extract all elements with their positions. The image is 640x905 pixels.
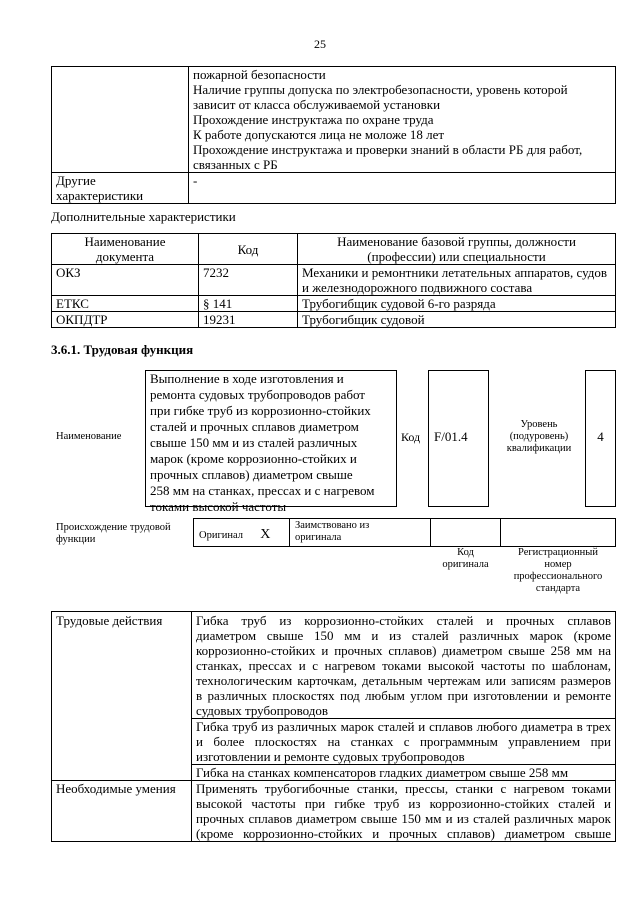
- header-group-name: Наименование базовой группы, должности (профессии) или специальности: [298, 234, 616, 265]
- original-mark: X: [260, 527, 271, 542]
- name-cell: Трубогибщик судовой 6-го разряда: [298, 296, 616, 312]
- origin-reg-box: [500, 518, 616, 547]
- skills-label: Необходимые умения: [52, 781, 192, 842]
- line: связанных с РБ: [193, 157, 278, 172]
- name-label: Наименование: [56, 431, 122, 442]
- table-row: [52, 612, 616, 719]
- doc-cell: ОКЗ: [52, 265, 199, 296]
- reg-caption: Регистрационный номер профессионального стандарта: [513, 547, 603, 594]
- additional-title: Дополнительные характеристики: [51, 209, 236, 224]
- level-label: Уровень (подуровень) квалификации: [506, 419, 572, 454]
- page-number: 25: [314, 37, 326, 51]
- header-document: Наименование документа: [52, 234, 199, 265]
- top-table: [51, 66, 616, 204]
- code-cell: 19231: [199, 312, 298, 328]
- code-cell: § 141: [199, 296, 298, 312]
- table-row: [52, 173, 616, 204]
- table-row: [52, 67, 616, 173]
- doc-cell: ЕТКС: [52, 296, 199, 312]
- table-row: [52, 296, 616, 312]
- origin-label: Происхождение трудовой функции: [56, 522, 171, 545]
- action-item: Гибка труб из различных марок сталей и сплавов любого диаметра в трех и более плоскостях на станках с программным управлением при изготовлении и ремонте судовых трубопроводов: [192, 719, 616, 765]
- action-item: Гибка труб из коррозионно-стойких сталей и прочных сплавов диаметром свыше 150 мм и из сталей различных марок (кроме коррозионно-стойких и прочных сплавов) диаметром свыше 258 мм на станках, прессах и с нагревом токами высокой частоты по шаблонам, технологическим карточкам, детальным чертежам или записям размеров в различных плоскостях под любым углом при изготовлении и ремонте судовых трубопроводов: [192, 612, 616, 719]
- line: Прохождение инструктажа по охране труда: [193, 112, 434, 127]
- line: зависит от класса обслуживаемой установки: [193, 97, 441, 112]
- origin-original-box: [193, 518, 290, 547]
- header-code: Код: [199, 234, 298, 265]
- row-label-empty: [52, 67, 189, 173]
- action-item: Гибка на станках компенсаторов гладких диаметром свыше 258 мм: [192, 765, 616, 781]
- line: пожарной безопасности: [193, 67, 326, 82]
- table-header-row: [52, 234, 616, 265]
- actions-table: [51, 611, 616, 842]
- skills-item: Применять трубогибочные станки, прессы, станки с нагревом токами высокой частоты при гибке труб из коррозионно-стойких сталей и прочных сплавов диаметром свыше 150 мм и из сталей различных марок (кроме коррозионно-стойких и прочных сплавов) диаметром свыше: [192, 781, 616, 842]
- code-caption: Код оригинала: [442, 547, 489, 570]
- level-value-box: [585, 370, 616, 507]
- requirements-cell: [189, 67, 616, 173]
- origin-code-box: [430, 518, 501, 547]
- code-label: Код: [401, 430, 421, 444]
- line: Наличие группы допуска по электробезопасности, уровень которой: [193, 82, 568, 97]
- level-value: 4: [597, 429, 604, 444]
- origin-borrowed-box: Заимствовано из оригинала: [289, 518, 431, 547]
- name-cell: Механики и ремонтники летательных аппаратов, судов и железнодорожного подвижного состава: [298, 265, 616, 296]
- code-cell: 7232: [199, 265, 298, 296]
- table-row: [52, 781, 616, 842]
- name-cell: Трубогибщик судовой: [298, 312, 616, 328]
- doc-cell: ОКПДТР: [52, 312, 199, 328]
- section-title: 3.6.1. Трудовая функция: [51, 342, 194, 357]
- additional-table: [51, 233, 616, 328]
- actions-label: Трудовые действия: [52, 612, 192, 781]
- table-row: [52, 265, 616, 296]
- line: К работе допускаются лица не моложе 18 лет: [193, 127, 445, 142]
- table-row: [52, 312, 616, 328]
- code-value: F/01.4: [434, 429, 468, 444]
- code-value-box: [428, 370, 489, 507]
- other-characteristics-value: -: [189, 173, 616, 204]
- function-name-box: Выполнение в ходе изготовления и ремонта судовых трубопроводов работ при гибке труб из коррозионно-стойких сталей и прочных сплавов диаметром свыше 150 мм и из сталей различных марок (кроме коррозионно-стойких и прочных сплавов) диаметром свыше 258 мм на станках, прессах и с нагревом токами высокой частоты: [145, 370, 397, 507]
- other-characteristics-label: Другие характеристики: [52, 173, 189, 204]
- line: Прохождение инструктажа и проверки знаний в области РБ для работ,: [193, 142, 583, 157]
- original-label: Оригинал: [199, 530, 243, 541]
